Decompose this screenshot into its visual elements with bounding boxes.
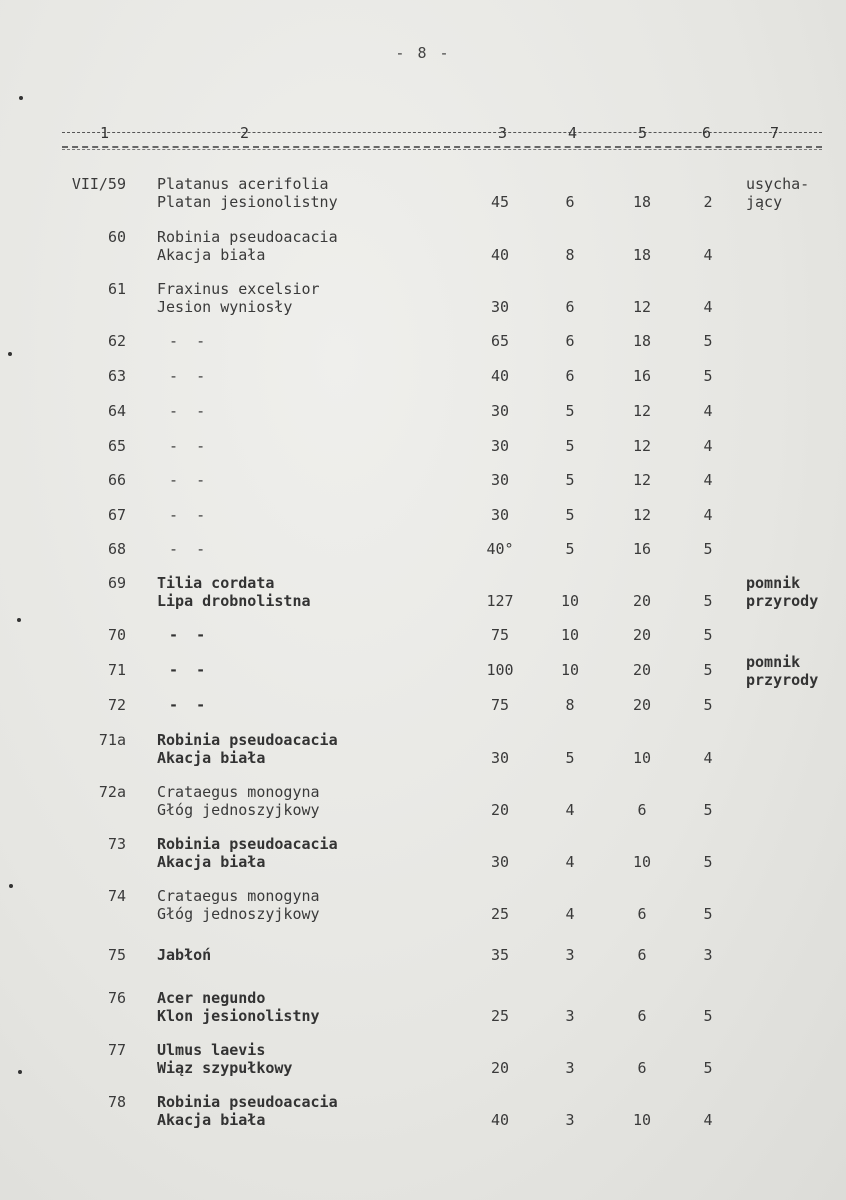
value-col-3: 20	[490, 801, 510, 819]
species-name	[157, 402, 477, 420]
species-name	[157, 175, 477, 211]
value-col-4: 6	[565, 367, 575, 385]
species-line-primary: Robinia pseudoacacia	[157, 228, 338, 246]
value-col-6: 4	[703, 246, 713, 264]
header-rule-double	[62, 146, 822, 148]
value-col-4: 3	[565, 946, 575, 964]
species-line-primary: - -	[169, 402, 206, 420]
species-line-primary: - -	[169, 626, 206, 644]
species-line-primary: - -	[169, 367, 206, 385]
species-name	[157, 471, 477, 489]
value-col-5: 12	[632, 402, 652, 420]
value-col-3: 30	[490, 437, 510, 455]
species-name	[157, 696, 477, 714]
scan-speck	[8, 352, 12, 356]
value-col-6: 5	[703, 367, 713, 385]
value-col-4: 5	[565, 749, 575, 767]
value-col-5: 20	[632, 626, 652, 644]
value-col-5: 6	[637, 1059, 647, 1077]
value-col-3: 25	[490, 905, 510, 923]
species-line-primary: - -	[169, 437, 206, 455]
value-col-3: 75	[490, 626, 510, 644]
species-name	[157, 228, 477, 264]
value-col-5: 20	[632, 592, 652, 610]
value-col-3: 40	[490, 246, 510, 264]
table-header	[62, 124, 822, 154]
species-name	[157, 989, 477, 1025]
species-name	[157, 437, 477, 455]
row-number: 77	[107, 1041, 126, 1059]
species-line-primary: Crataegus monogyna	[157, 783, 320, 801]
row-number: 76	[107, 989, 126, 1007]
value-col-6: 4	[703, 749, 713, 767]
species-line-secondary: Akacja biała	[157, 1111, 266, 1129]
value-col-3: 100	[486, 661, 514, 679]
species-name	[157, 661, 477, 679]
species-line-primary: - -	[169, 471, 206, 489]
species-name	[157, 332, 477, 350]
value-col-3: 40	[490, 1111, 510, 1129]
value-col-6: 3	[703, 946, 713, 964]
value-col-3: 40°	[486, 540, 514, 558]
species-name	[157, 280, 477, 316]
remark-line: pomnik	[746, 653, 801, 671]
value-col-5: 12	[632, 437, 652, 455]
species-line-primary: - -	[169, 540, 206, 558]
value-col-6: 4	[703, 1111, 713, 1129]
species-line-secondary: Akacja biała	[157, 853, 266, 871]
row-number: 67	[107, 506, 126, 524]
value-col-6: 2	[703, 193, 713, 211]
value-col-6: 5	[703, 592, 713, 610]
species-name	[157, 506, 477, 524]
remark	[746, 175, 842, 211]
row-number: 64	[107, 402, 126, 420]
row-number: 73	[107, 835, 126, 853]
value-col-6: 4	[703, 437, 713, 455]
remark-line: jący	[746, 193, 783, 211]
species-line-secondary: Platan jesionolistny	[157, 193, 338, 211]
species-line-primary: - -	[169, 506, 206, 524]
species-line-secondary: Jesion wyniosły	[157, 298, 293, 316]
value-col-5: 18	[632, 193, 652, 211]
value-col-6: 4	[703, 402, 713, 420]
value-col-4: 10	[560, 661, 580, 679]
column-header-6: 6	[702, 124, 712, 142]
value-col-3: 30	[490, 471, 510, 489]
species-line-primary: Tilia cordata	[157, 574, 275, 592]
value-col-4: 8	[565, 696, 575, 714]
species-name	[157, 574, 477, 610]
value-col-5: 6	[637, 946, 647, 964]
row-number: 70	[107, 626, 126, 644]
row-number: VII/59	[71, 175, 126, 193]
species-name	[157, 887, 477, 923]
species-line-primary: Robinia pseudoacacia	[157, 835, 338, 853]
value-col-5: 6	[637, 801, 647, 819]
value-col-6: 5	[703, 661, 713, 679]
species-line-primary: Ulmus laevis	[157, 1041, 266, 1059]
species-line-primary: Acer negundo	[157, 989, 266, 1007]
column-header-1: 1	[100, 124, 110, 142]
value-col-3: 45	[490, 193, 510, 211]
value-col-4: 10	[560, 592, 580, 610]
value-col-5: 6	[637, 1007, 647, 1025]
species-name	[157, 1093, 477, 1129]
value-col-4: 6	[565, 332, 575, 350]
value-col-3: 35	[490, 946, 510, 964]
value-col-6: 4	[703, 506, 713, 524]
species-line-secondary: Klon jesionolistny	[157, 1007, 320, 1025]
row-number: 78	[107, 1093, 126, 1111]
species-line-secondary: Głóg jednoszyjkowy	[157, 801, 320, 819]
value-col-6: 5	[703, 1059, 713, 1077]
value-col-5: 10	[632, 749, 652, 767]
row-number: 61	[107, 280, 126, 298]
value-col-3: 65	[490, 332, 510, 350]
value-col-6: 5	[703, 801, 713, 819]
scan-speck	[17, 618, 21, 622]
remark	[746, 574, 842, 610]
value-col-3: 30	[490, 298, 510, 316]
value-col-5: 10	[632, 1111, 652, 1129]
species-name	[157, 626, 477, 644]
row-number: 69	[107, 574, 126, 592]
species-name	[157, 783, 477, 819]
column-header-7: 7	[770, 124, 780, 142]
species-line-primary: Crataegus monogyna	[157, 887, 320, 905]
value-col-4: 3	[565, 1059, 575, 1077]
species-name	[157, 731, 477, 767]
species-name	[157, 946, 477, 964]
species-line-primary: Platanus acerifolia	[157, 175, 329, 193]
row-number: 72a	[98, 783, 126, 801]
species-line-secondary: Lipa drobnolistna	[157, 592, 311, 610]
value-col-6: 5	[703, 853, 713, 871]
species-name	[157, 540, 477, 558]
value-col-4: 5	[565, 506, 575, 524]
value-col-4: 5	[565, 540, 575, 558]
value-col-5: 20	[632, 661, 652, 679]
row-number: 66	[107, 471, 126, 489]
value-col-3: 30	[490, 506, 510, 524]
value-col-3: 75	[490, 696, 510, 714]
species-line-primary: - -	[169, 332, 206, 350]
value-col-5: 16	[632, 367, 652, 385]
value-col-5: 18	[632, 246, 652, 264]
value-col-6: 5	[703, 905, 713, 923]
row-number: 74	[107, 887, 126, 905]
value-col-4: 5	[565, 402, 575, 420]
value-col-6: 5	[703, 540, 713, 558]
remark-line: usycha-	[746, 175, 810, 193]
value-col-4: 4	[565, 801, 575, 819]
value-col-4: 3	[565, 1007, 575, 1025]
value-col-5: 12	[632, 506, 652, 524]
value-col-5: 12	[632, 298, 652, 316]
species-line-secondary: Akacja biała	[157, 749, 266, 767]
scan-speck	[9, 884, 13, 888]
remark-line: przyrody	[746, 671, 819, 689]
value-col-6: 5	[703, 1007, 713, 1025]
species-name	[157, 367, 477, 385]
value-col-3: 25	[490, 1007, 510, 1025]
species-line-secondary: Akacja biała	[157, 246, 266, 264]
value-col-6: 4	[703, 298, 713, 316]
value-col-4: 5	[565, 471, 575, 489]
remark-line: przyrody	[746, 592, 819, 610]
value-col-5: 16	[632, 540, 652, 558]
row-number: 63	[107, 367, 126, 385]
value-col-6: 4	[703, 471, 713, 489]
value-col-3: 30	[490, 402, 510, 420]
scan-speck	[18, 1070, 22, 1074]
value-col-6: 5	[703, 332, 713, 350]
value-col-3: 40	[490, 367, 510, 385]
column-header-4: 4	[568, 124, 578, 142]
species-line-primary: Robinia pseudoacacia	[157, 731, 338, 749]
species-line-primary: Jabłoń	[157, 946, 212, 964]
value-col-5: 20	[632, 696, 652, 714]
row-number: 71	[107, 661, 126, 679]
species-line-secondary: Głóg jednoszyjkowy	[157, 905, 320, 923]
value-col-3: 30	[490, 853, 510, 871]
value-col-4: 10	[560, 626, 580, 644]
species-line-primary: Fraxinus excelsior	[157, 280, 320, 298]
row-number: 71a	[98, 731, 126, 749]
value-col-5: 6	[637, 905, 647, 923]
row-number: 72	[107, 696, 126, 714]
scan-speck	[19, 96, 23, 100]
value-col-5: 18	[632, 332, 652, 350]
row-number: 62	[107, 332, 126, 350]
row-number: 65	[107, 437, 126, 455]
value-col-4: 5	[565, 437, 575, 455]
value-col-6: 5	[703, 626, 713, 644]
header-rule-double-lower	[62, 149, 822, 150]
value-col-5: 12	[632, 471, 652, 489]
value-col-4: 6	[565, 193, 575, 211]
value-col-4: 3	[565, 1111, 575, 1129]
value-col-3: 30	[490, 749, 510, 767]
value-col-3: 127	[486, 592, 514, 610]
species-line-secondary: Wiąz szypułkowy	[157, 1059, 293, 1077]
value-col-5: 10	[632, 853, 652, 871]
value-col-4: 4	[565, 905, 575, 923]
remark	[746, 653, 842, 689]
value-col-4: 4	[565, 853, 575, 871]
value-col-6: 5	[703, 696, 713, 714]
species-line-primary: Robinia pseudoacacia	[157, 1093, 338, 1111]
species-line-primary: - -	[169, 661, 206, 679]
row-number: 60	[107, 228, 126, 246]
page-number: - 8 -	[395, 44, 451, 62]
remark-line: pomnik	[746, 574, 801, 592]
column-header-3: 3	[498, 124, 508, 142]
value-col-4: 6	[565, 298, 575, 316]
species-name	[157, 835, 477, 871]
row-number: 68	[107, 540, 126, 558]
species-line-primary: - -	[169, 696, 206, 714]
species-name	[157, 1041, 477, 1077]
row-number: 75	[107, 946, 126, 964]
value-col-4: 8	[565, 246, 575, 264]
column-header-2: 2	[240, 124, 250, 142]
value-col-3: 20	[490, 1059, 510, 1077]
column-header-5: 5	[638, 124, 648, 142]
